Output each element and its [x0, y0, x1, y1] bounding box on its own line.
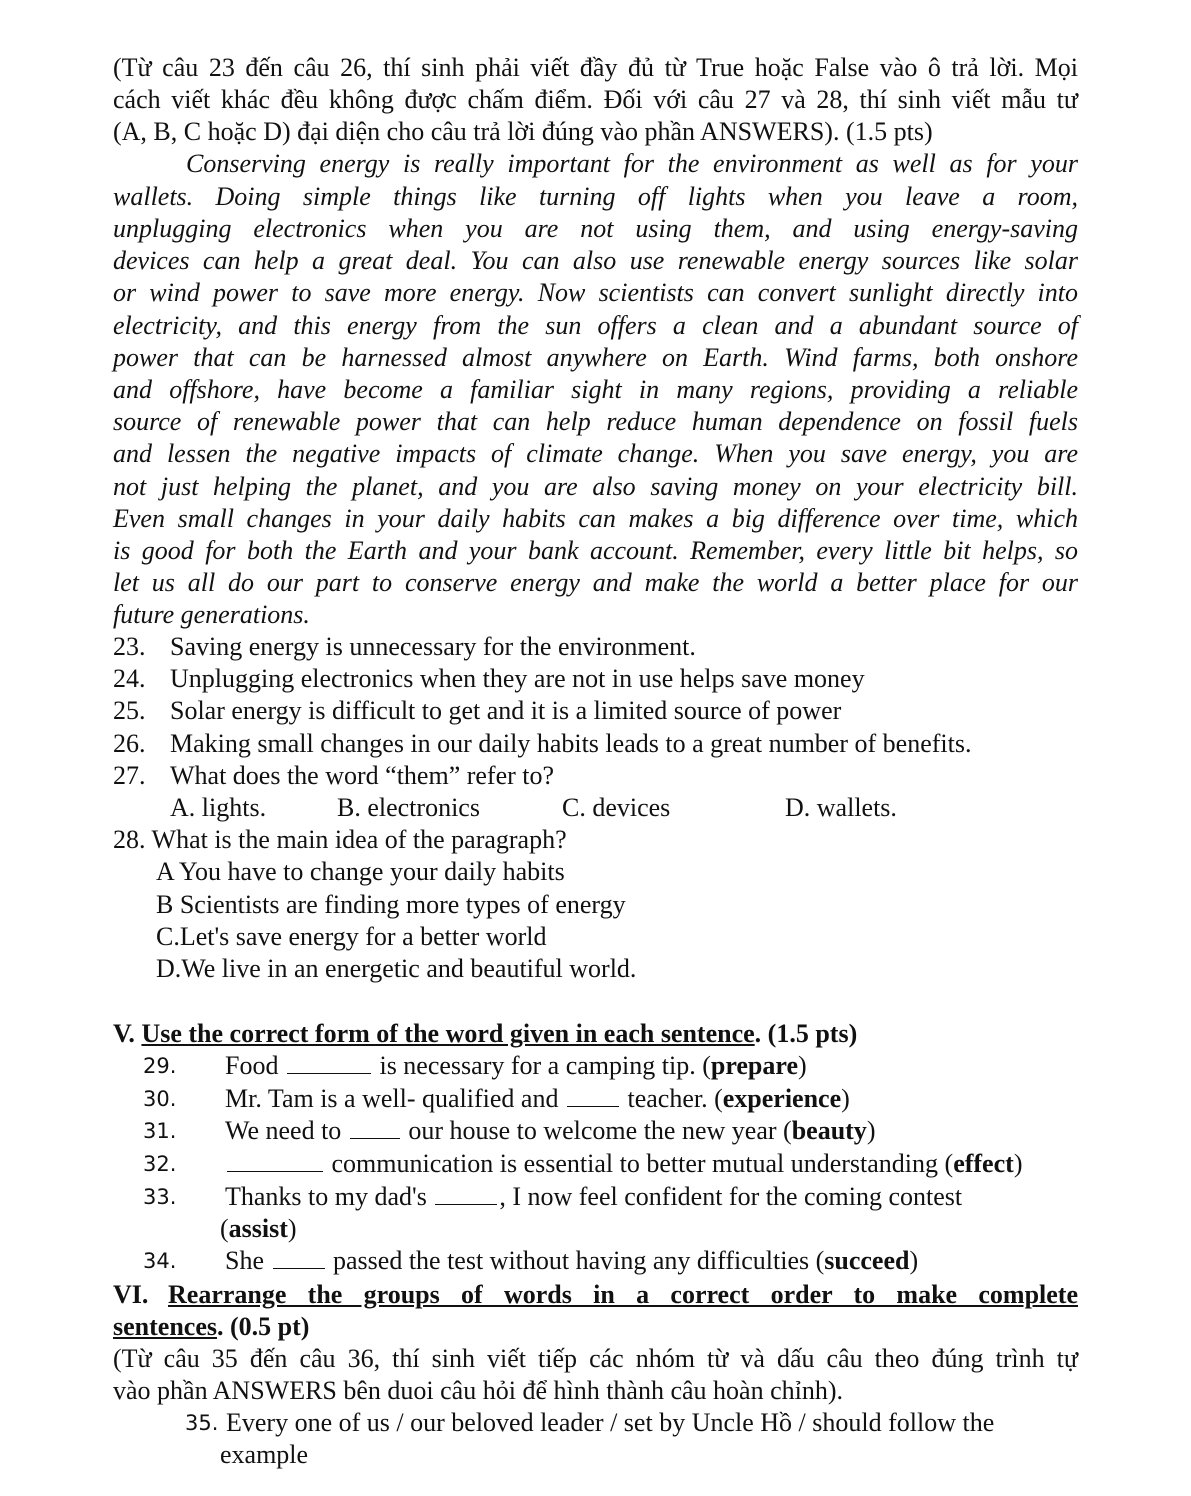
answer-blank[interactable] [273, 1246, 325, 1269]
exercise-number: 31. [143, 1119, 177, 1143]
exercise-32 [0, 1148, 1191, 1180]
passage-line: unplugging electronics when you are not using them, and using energy-saving [113, 214, 1078, 243]
question-number: 24. [113, 664, 146, 693]
q28-option-d: D.We live in an energetic and beautiful world. [156, 954, 637, 983]
exercise-number: 35. [185, 1411, 219, 1435]
passage-line: Conserving energy is really important for the environment as well as for your [186, 149, 1078, 178]
exercise-number: 29. [143, 1054, 177, 1078]
root-word: succeed [824, 1246, 910, 1275]
root-word: effect [953, 1149, 1014, 1178]
exercise-text-after: is necessary for a camping tip. ( [379, 1051, 711, 1080]
exercise-text: Every one of us / our beloved leader / set by Uncle Hồ / should follow the [226, 1408, 995, 1437]
passage-line: electricity, and this energy from the sun offers a clean and a abundant source of [113, 311, 1078, 340]
exercise-text-after: teacher. ( [627, 1084, 723, 1113]
q28-option-c: C.Let's save energy for a better world [156, 922, 547, 951]
exercise-text-before: Thanks to my dad's [225, 1182, 427, 1211]
section-6-title-cont: sentences [113, 1312, 217, 1341]
intro-line-2: cách viết khác đều không được chấm điểm. Đối với câu 27 và 28, thí sinh viết mẫu tư [113, 85, 1078, 114]
exercise-number: 34. [143, 1249, 177, 1273]
answer-blank[interactable] [435, 1182, 497, 1205]
q28-option-a: A You have to change your daily habits [156, 857, 565, 886]
root-word: experience [722, 1084, 842, 1113]
question-25 [113, 695, 1078, 727]
question-text: What does the word “them” refer to? [170, 761, 555, 790]
section-6-title: Rearrange the groups of words in a correct order to make complete [168, 1280, 1078, 1309]
exercise-text-before: She [225, 1246, 264, 1275]
passage-line: Even small changes in your daily habits can makes a big difference over time, which [113, 504, 1078, 533]
question-number: 23. [113, 632, 146, 661]
answer-blank[interactable] [567, 1084, 619, 1107]
question-text: Unplugging electronics when they are not in use helps save money [170, 664, 865, 693]
exercise-31 [0, 1115, 1191, 1147]
exercise-33 [0, 1181, 1191, 1213]
passage-line: devices can help a great deal. You can also use renewable energy sources like solar [113, 246, 1078, 275]
question-text: Saving energy is unnecessary for the environment. [170, 632, 696, 661]
question-26 [113, 728, 1078, 760]
root-word: beauty [791, 1116, 867, 1145]
close-paren: ) [287, 1214, 297, 1243]
passage-line: or wind power to save more energy. Now scientists can convert sunlight directly into [113, 278, 1078, 307]
close-paren: ) [841, 1084, 850, 1113]
passage-line: not just helping the planet, and you are also saving money on your electricity bill. [113, 472, 1078, 501]
section-5-title: Use the correct form of the word given in each sentence [141, 1019, 755, 1048]
q27-options [113, 792, 1078, 824]
question-28: 28. What is the main idea of the paragraph? [113, 825, 567, 854]
exercise-number: 33. [143, 1185, 177, 1209]
q27-option-d: D. wallets. [785, 793, 897, 822]
exercise-35-continuation: example [220, 1440, 309, 1469]
close-paren: ) [909, 1246, 919, 1275]
exercise-29 [0, 1050, 1191, 1082]
passage-line: let us all do our part to conserve energy and make the world a better place for our [113, 568, 1078, 597]
exercise-33-continuation: (assist) [220, 1214, 297, 1243]
answer-blank[interactable] [350, 1116, 400, 1139]
exercise-35 [0, 1407, 1191, 1439]
passage-line: power that can be harnessed almost anywhere on Earth. Wind farms, both onshore [113, 343, 1078, 372]
passage-line: future generations. [113, 600, 310, 629]
q27-option-b: B. electronics [337, 793, 480, 822]
question-27 [113, 760, 1078, 792]
exercise-text-after: passed the test without having any difficulties ( [333, 1246, 825, 1275]
section-5-label: V. [113, 1019, 135, 1048]
exercise-number: 30. [143, 1087, 177, 1111]
question-number: 26. [113, 729, 146, 758]
question-number: 27. [113, 761, 146, 790]
section-5-heading [113, 1018, 1078, 1050]
exercise-text-after: our house to welcome the new year ( [408, 1116, 792, 1145]
exercise-text-before: We need to [225, 1116, 342, 1145]
exercise-text-before: Food [225, 1051, 279, 1080]
passage-line: source of renewable power that can help reduce human dependence on fossil fuels [113, 407, 1078, 436]
question-number: 25. [113, 696, 146, 725]
exercise-text-after: , I now feel confident for the coming contest [499, 1182, 963, 1211]
passage-line: wallets. Doing simple things like turning off lights when you leave a room, [113, 182, 1078, 211]
section-6-heading [113, 1279, 1078, 1311]
section-6-instruction-2: vào phần ANSWERS bên duoi câu hỏi để hình thành câu hoàn chỉnh). [113, 1376, 844, 1405]
close-paren: ) [1013, 1149, 1023, 1178]
exercise-number: 32. [143, 1152, 177, 1176]
intro-line-1: (Từ câu 23 đến câu 26, thí sinh phải viết đầy đủ từ True hoặc False vào ô trả lời. Mọi [113, 53, 1078, 82]
passage-line: and lessen the negative impacts of climate change. When you save energy, you are [113, 439, 1078, 468]
question-text: Solar energy is difficult to get and it is a limited source of power [170, 696, 842, 725]
section-5-points: . (1.5 pts) [754, 1019, 858, 1048]
passage-line: and offshore, have become a familiar sight in many regions, providing a reliable [113, 375, 1078, 404]
q27-option-c: C. devices [562, 793, 671, 822]
question-24 [113, 663, 1078, 695]
close-paren: ) [798, 1051, 807, 1080]
exercise-30 [0, 1083, 1191, 1115]
answer-blank[interactable] [227, 1149, 323, 1172]
section-6-heading-line-2 [113, 1311, 1078, 1343]
q27-option-a: A. lights. [170, 793, 267, 822]
section-6-label: VI. [113, 1280, 149, 1309]
intro-line-3: (A, B, C hoặc D) đại diện cho câu trả lời đúng vào phần ANSWERS). (1.5 pts) [113, 117, 933, 146]
q28-option-b: B Scientists are finding more types of energy [156, 890, 626, 919]
root-word: prepare [710, 1051, 798, 1080]
question-23 [113, 631, 1078, 663]
exercise-34 [0, 1245, 1191, 1277]
question-text: Making small changes in our daily habits leads to a great number of benefits. [170, 729, 972, 758]
exercise-text-after: communication is essential to better mutual understanding ( [331, 1149, 954, 1178]
exercise-text-before: Mr. Tam is a well- qualified and [225, 1084, 559, 1113]
section-6-points: . (0.5 pt) [216, 1312, 310, 1341]
section-6-instruction-1: (Từ câu 35 đến câu 36, thí sinh viết tiếp các nhóm từ và dấu câu theo đúng trình tự [113, 1344, 1078, 1373]
close-paren: ) [866, 1116, 876, 1145]
root-word: assist [228, 1214, 288, 1243]
answer-blank[interactable] [287, 1051, 371, 1074]
passage-line: is good for both the Earth and your bank account. Remember, every little bit helps, so [113, 536, 1078, 565]
